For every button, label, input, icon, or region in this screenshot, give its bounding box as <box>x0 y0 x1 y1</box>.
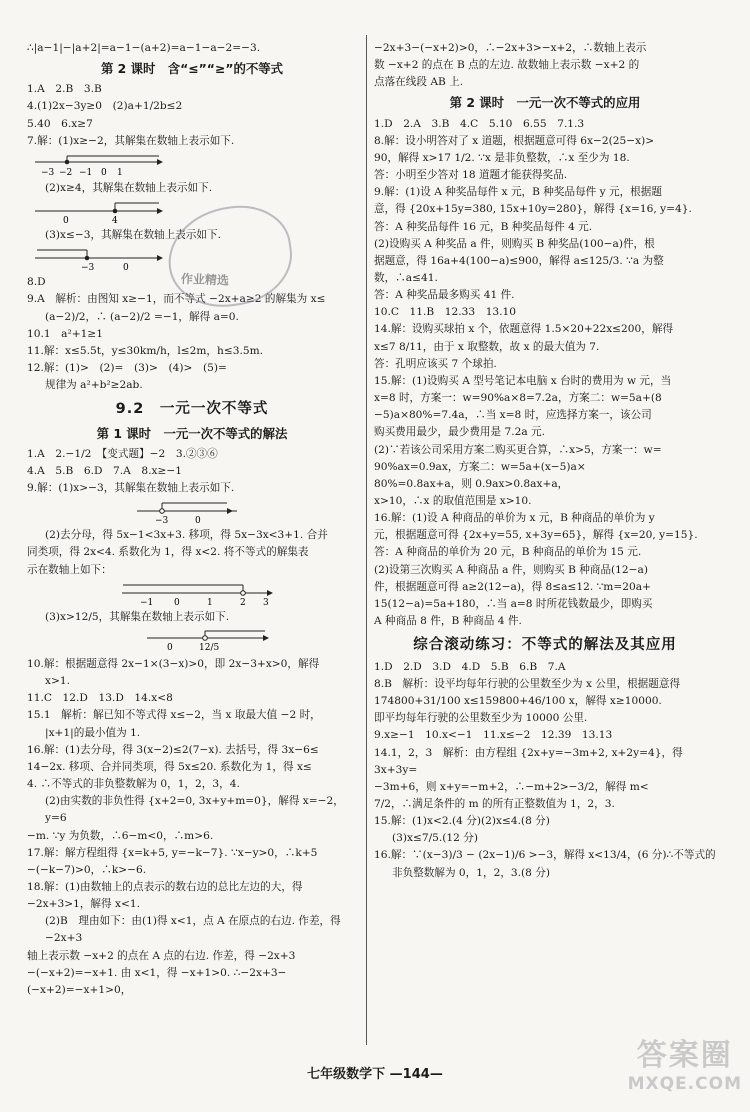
tick-label: −1 <box>79 167 93 178</box>
text-line: 4.(1)2x−3y≥0 (2)a+1/2b≤2 <box>27 100 183 113</box>
text-line: 18.解：(1)由数轴上的点表示的数右边的总比左边的大，得 <box>27 880 303 893</box>
text-line: 14.1，2，3 解析：由方程组 {2x+y=−3m+2, x+2y=4}，得 3x+3y= <box>374 746 687 776</box>
number-line-6 <box>27 628 357 654</box>
tick-label: 4 <box>112 216 118 227</box>
text-line: 点落在线段 AB 上. <box>374 76 464 89</box>
text-line: −5)a×80%=7.4a，∴当 x=8 时，应选择方案一，该公司 <box>374 409 652 422</box>
text-line: 同类项，得 2x<4. 系数化为 1，得 x<2. 将不等式的解集表 <box>27 546 309 559</box>
text-line: 14.解：设购买球拍 x 个，依题意得 1.5×20+22x≤200，解得 <box>374 323 674 336</box>
text-line: 7.解：(1)x≥−2，其解集在数轴上表示如下. <box>27 134 235 147</box>
text-line: 10.1 a²+1≥1 <box>27 327 103 340</box>
text-line: 174800+31/100 x≤159800+46/100 x，解得 x≥10000. <box>374 695 662 708</box>
text-line: (2)去分母，得 5x−1<3x+3. 移项，得 5x−3x<3+1. 合并 <box>45 529 328 542</box>
text-line: −3m+6，则 x+y=−m+2，∴−m+2>−3/2，解得 m< <box>374 780 649 793</box>
text-line: 9.x≥−1 10.x<−1 11.x≤−2 12.39 13.13 <box>374 729 613 742</box>
text-line: (3)x>12/5，其解集在数轴上表示如下. <box>45 610 230 623</box>
lesson-heading: 第 2 课时 含“≤”“≥”的不等式 <box>100 61 284 77</box>
site-watermark <box>628 1030 742 1094</box>
tick-label: −3 <box>81 263 95 274</box>
text-line: (3)x≤7/5.(12 分) <box>392 832 478 845</box>
lesson-heading: 第 1 课时 一元一次不等式的解法 <box>96 425 288 441</box>
text-line: 8.解：设小明答对了 x 道题，根据题意可得 6x−2(25−x)> <box>374 134 655 147</box>
number-line-5 <box>27 581 357 607</box>
text-line: A 种商品 8 件，B 种商品 4 件. <box>374 615 522 628</box>
text-line: 15(12−a)=5a+180，∴当 a=8 时所花钱数最少，即购买 <box>374 597 653 610</box>
text-line: −(−x+2)=−x+1. 由 x<1，得 −x+1>0. ∴−2x+3−(−x+2)=−x+1>0， <box>27 966 287 996</box>
text-line: ∴|a−1|−|a+2|=a−1−(a+2)=a−1−a−2=−3. <box>27 42 261 54</box>
tick-label: −2 <box>59 167 73 178</box>
text-line: 16.解：(1)去分母，得 3(x−2)≤2(7−x). 去括号，得 3x−6≤ <box>27 743 319 756</box>
text-line: 9.A 解析：由图知 x≥−1，而不等式 −2x+a≥2 的解集为 x≤ <box>27 293 326 306</box>
number-line-4 <box>27 499 357 525</box>
text-line: 9.解：(1)x>−3，其解集在数轴上表示如下. <box>27 482 235 495</box>
text-line: 答：A 种商品的单价为 20 元，B 种商品的单价为 15 元. <box>374 546 642 559</box>
tick-label: 0 <box>101 167 107 178</box>
tick-label: 2 <box>240 597 246 608</box>
tick-label: 0 <box>195 516 201 527</box>
tick-label: 0 <box>123 263 129 274</box>
text-line: 4.A 5.B 6.D 7.A 8.x≥−1 <box>27 465 182 478</box>
text-line: −2x+3>1，解得 x<1. <box>27 898 140 911</box>
text-line: 7/2，∴满足条件的 m 的所有正整数值为 1，2，3. <box>374 797 615 810</box>
watermark-logo-text: 答案圈 <box>636 1038 733 1073</box>
text-line: 17.解：解方程组得 {x=k+5, y=−k−7}. ∵x−y>0，∴k+5 <box>27 846 318 859</box>
text-line: 90，解得 x>17 1/2. ∵x 是非负整数，∴x 至少为 18. <box>374 151 630 164</box>
text-line: (a−2)/2，∴ (a−2)/2 =−1，解得 a=0. <box>45 310 239 323</box>
text-line: 规律为 a²+b²≥2ab. <box>45 379 143 392</box>
watermark-url: MXQE.COM <box>627 1074 742 1094</box>
text-line: 8.D <box>27 276 46 289</box>
text-line: 80%=0.8ax+a，则 0.9ax>0.8ax+a， <box>374 477 569 490</box>
text-line: 元，根据题意可得 {2x+y=55, x+3y=65}，解得 {x=20, y=15}. <box>374 529 698 542</box>
text-line: 15.解：(1)x<2.(4 分)(2)x≤4.(8 分) <box>374 815 550 828</box>
column-divider <box>366 35 367 1045</box>
text-line: 1.D 2.D 3.D 4.D 5.B 6.B 7.A <box>374 660 566 673</box>
tick-label: −3 <box>41 167 55 178</box>
text-line: 答：A 种奖品每件 16 元，B 种奖品每件 4 元. <box>374 220 593 233</box>
right-column <box>374 40 716 882</box>
text-line: 答：A 种奖品最多购买 41 件. <box>374 289 515 302</box>
text-line: 意，得 {20x+15y=380, 15x+10y=280}，解得 {x=16, y=4}. <box>374 203 692 216</box>
text-line: 轴上表示数 −x+2 的点在 A 点的右边. 作差，得 −2x+3 <box>27 949 296 962</box>
text-line: 数 −x+2 的点在 B 点的左边. 故数轴上表示数 −x+2 的 <box>374 59 640 72</box>
number-line-1 <box>27 152 357 178</box>
text-line: 1.D 2.A 3.B 4.C 5.10 6.55 7.1.3 <box>374 117 585 130</box>
text-line: 10.解：根据题意得 2x−1×(3−x)>0，即 2x−3+x>0，解得 <box>27 657 320 670</box>
tick-label: 0 <box>63 216 69 227</box>
section-title: 综合滚动练习：不等式的解法及其应用 <box>413 637 677 654</box>
text-line: 数，∴a≤41. <box>374 271 438 284</box>
stamp-label: 作业精选 <box>180 271 230 288</box>
text-line: 5.40 6.x≥7 <box>27 117 93 130</box>
text-line: x=8 时，方案一：w=90%a×8=7.2a，方案二：w=5a+(8 <box>374 392 662 405</box>
text-line: 4. ∴不等式的非负整数解为 0，1，2，3，4. <box>27 778 240 791</box>
text-line: (2)由实数的非负性得 {x+2=0, 3x+y+m=0}，解得 x=−2，y=6 <box>45 795 344 825</box>
text-line: 1.A 2.−1/2 【变式题】−2 3.②③⑥ <box>27 447 218 460</box>
text-line: −2x+3−(−x+2)>0，∴−2x+3>−x+2，∴数轴上表示 <box>374 42 647 54</box>
text-line: (2)∵若该公司采用方案二购买更合算，∴x>5，方案一：w= <box>374 443 662 456</box>
text-line: 购买费用最少，最少费用是 7.2a 元. <box>374 426 545 439</box>
tick-label: 0 <box>174 597 180 608</box>
text-line: 即平均每年行驶的公里数至少为 10000 公里. <box>374 712 588 725</box>
tick-label: 0 <box>167 642 173 653</box>
text-line: −(−k−7)>0，∴k>−6. <box>27 863 147 876</box>
tick-label: −3 <box>155 516 169 527</box>
text-line: (2)设第三次购买 A 种商品 a 件，则购买 B 种商品(12−a) <box>374 563 648 576</box>
text-line: 9.解：(1)设 A 种奖品每件 x 元，B 种奖品每件 y 元，根据题 <box>374 186 662 199</box>
text-line: −m. ∵y 为负数，∴6−m<0，∴m>6. <box>27 829 214 842</box>
page-footer: 七年级数学下 —144— <box>307 1067 443 1082</box>
left-column <box>27 40 357 999</box>
text-line: 答：小明至少答对 18 道题才能获得奖品. <box>374 169 568 182</box>
text-line: 非负整数解为 0，1，2，3.(8 分) <box>392 866 551 879</box>
text-line: 14−2x. 移项、合并同类项，得 5x≤20. 系数化为 1，得 x≤ <box>27 760 312 773</box>
tick-label: 3 <box>263 597 269 608</box>
text-line: 15.解：(1)设购买 A 型号笔记本电脑 x 台时的费用为 w 元，当 <box>374 374 672 387</box>
text-line: x>10，∴x 的取值范围是 x>10. <box>374 495 532 507</box>
text-line: x>1. <box>45 675 70 688</box>
text-line: 件，根据题意可得 a≥2(12−a)，得 8≤a≤12. ∵m=20a+ <box>374 580 651 593</box>
text-line: 11.解：x≤5.5t，y≤30km/h，l≤2m，h≤3.5m. <box>27 344 263 357</box>
lesson-heading: 第 2 课时 一元一次不等式的应用 <box>449 95 641 111</box>
text-line: 8.B 解析：设平均每年行驶的公里数至少为 x 公里，根据题意得 <box>374 677 681 690</box>
text-line: 90%ax=0.9ax，方案二：w=5a+(x−5)a× <box>374 460 586 473</box>
text-line: 12.解：(1)> (2)= (3)> (4)> (5)= <box>27 361 227 374</box>
text-line: 10.C 11.B 12.33 13.10 <box>374 306 517 319</box>
text-line: 示在数轴上如下： <box>27 563 112 576</box>
text-line: 16.解：(1)设 A 种商品的单价为 x 元，B 种商品的单价为 y <box>374 512 655 525</box>
tick-label: 1 <box>207 597 213 608</box>
text-line: (3)x≤−3，其解集在数轴上表示如下. <box>45 229 221 242</box>
text-line: (2)设购买 A 种奖品 a 件，则购买 B 种奖品(100−a)件，根 <box>374 237 655 250</box>
text-line: (2)x≥4，其解集在数轴上表示如下. <box>45 181 213 194</box>
section-title: 9.2 一元一次不等式 <box>115 401 269 418</box>
text-line: 15.1 解析：解已知不等式得 x≤−2，当 x 取最大值 −2 时， <box>27 709 321 722</box>
text-line: 1.A 2.B 3.B <box>27 83 102 96</box>
text-line: (2)B 理由如下：由(1)得 x<1，点 A 在原点的右边. 作差，得 −2x+3 <box>45 915 345 945</box>
text-line: 据题意，得 16a+4(100−a)≤900，解得 a≤125/3. ∵a 为整 <box>374 254 664 267</box>
text-line: 11.C 12.D 13.D 14.x<8 <box>27 692 173 705</box>
text-line: 16.解：∵(x−3)/3 − (2x−1)/6 >−3，解得 x<13/4，(6 分)∴不等式的 <box>374 849 716 862</box>
text-line: 答：孔明应该买 7 个球拍. <box>374 357 497 370</box>
text-line: |x+1|的最小值为 1. <box>45 726 141 739</box>
tick-label: 1 <box>117 167 123 178</box>
tick-label: −1 <box>140 597 154 608</box>
tick-label: 12/5 <box>199 642 220 653</box>
text-line: x≤7 8/11，由于 x 取整数，故 x 的最大值为 7. <box>374 340 600 353</box>
